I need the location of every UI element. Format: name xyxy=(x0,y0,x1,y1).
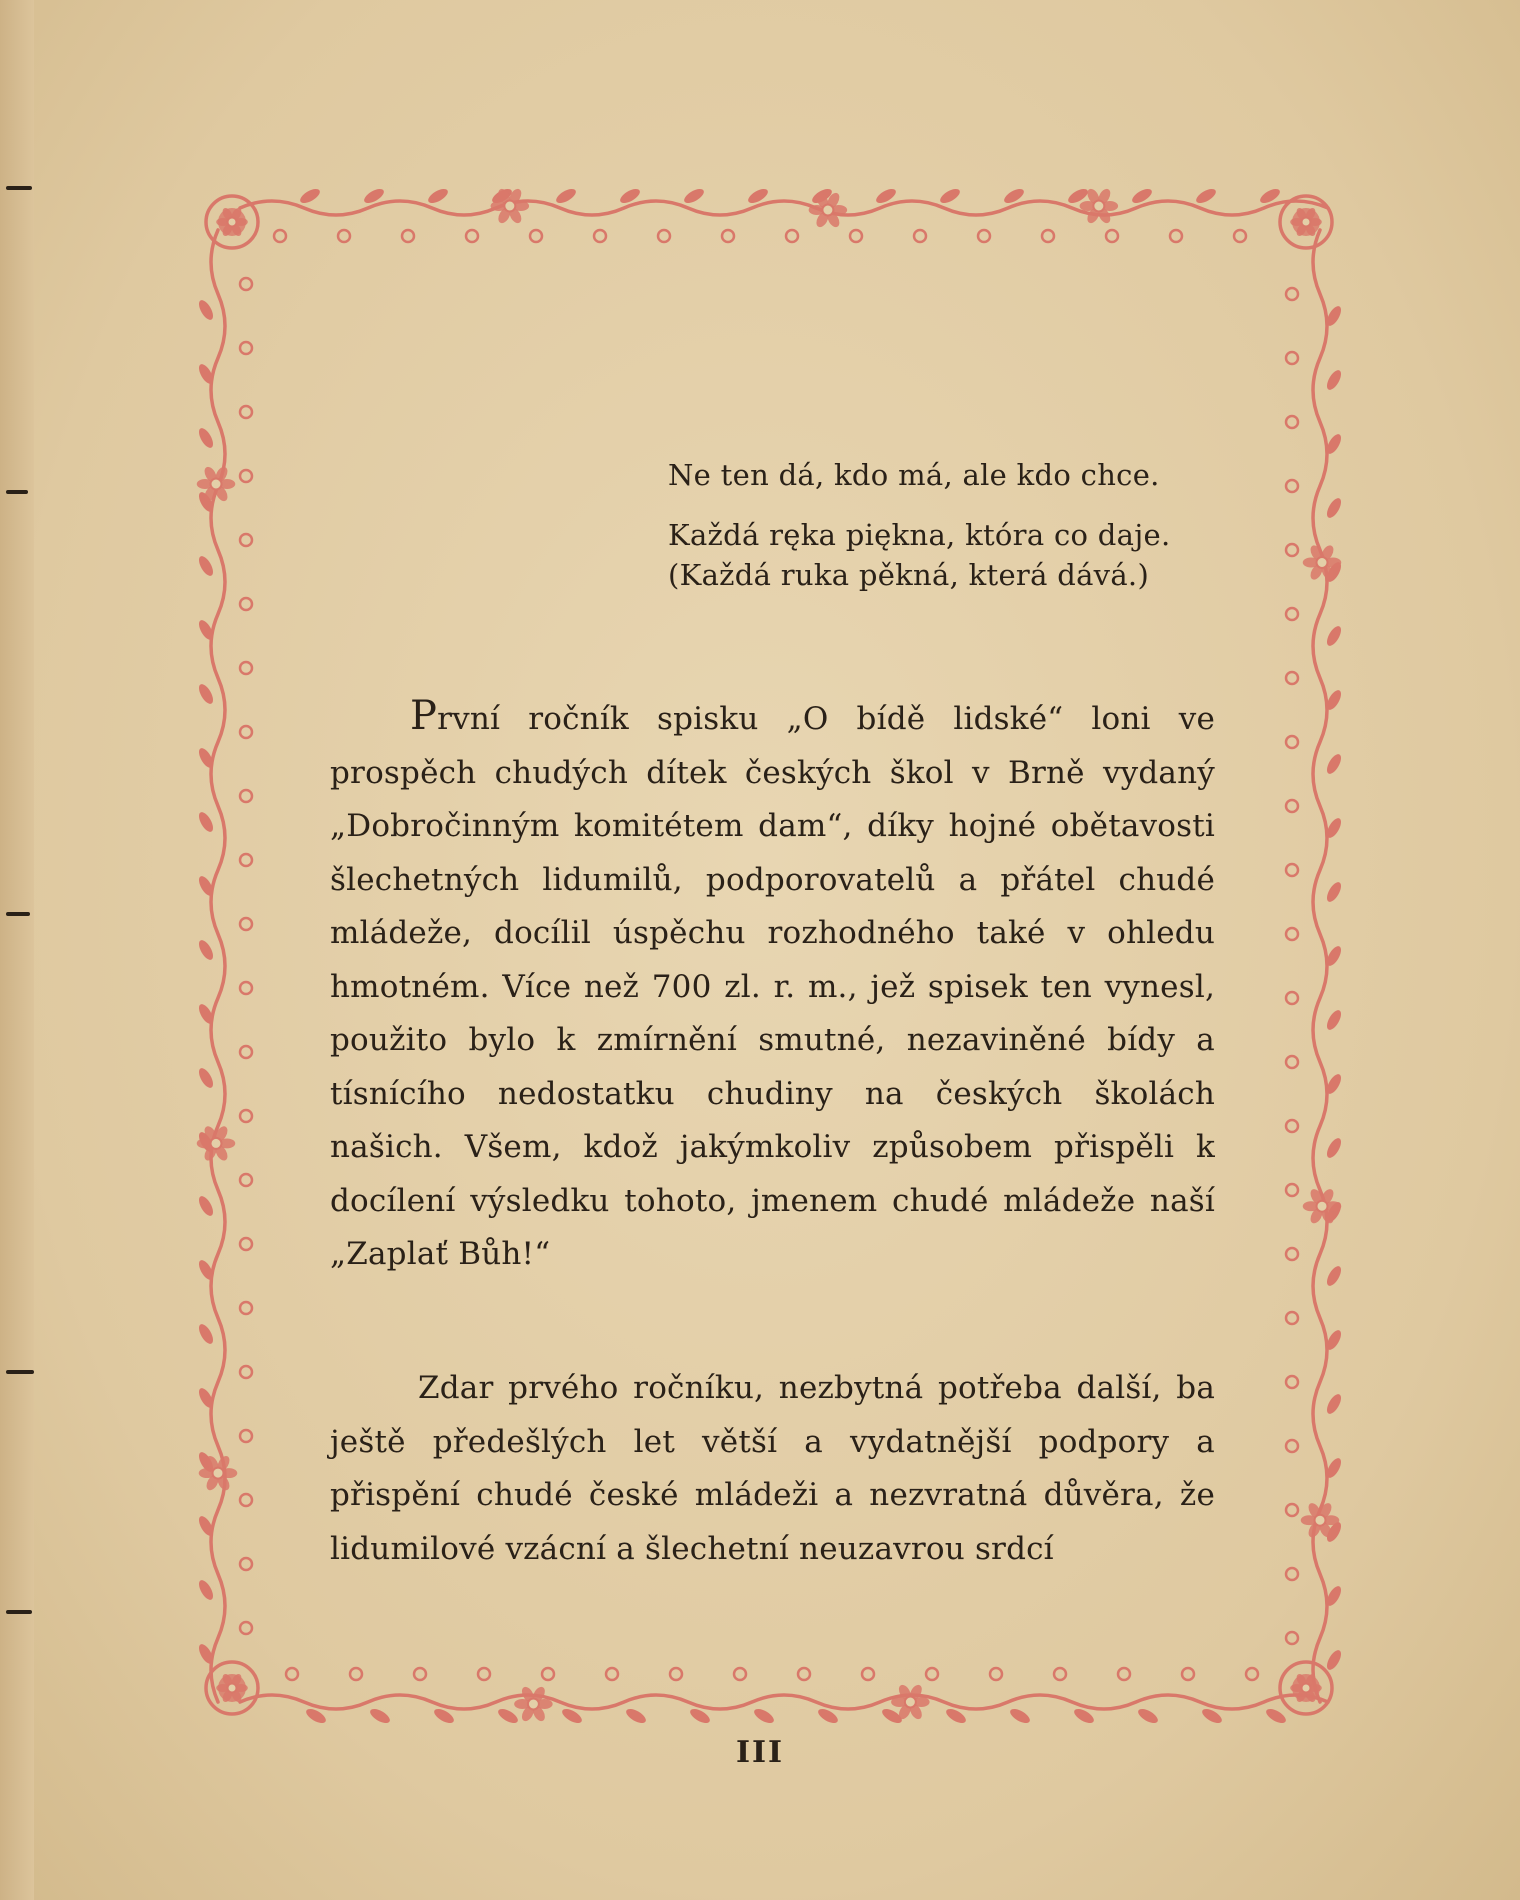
berry-bud xyxy=(240,982,252,994)
vine-stem xyxy=(240,201,1328,215)
berry-bud xyxy=(530,230,542,242)
leaf xyxy=(624,1706,648,1726)
flower-center xyxy=(228,1684,237,1693)
berry-bud xyxy=(1286,992,1298,1004)
berry-bud xyxy=(402,230,414,242)
leaf xyxy=(1194,186,1218,206)
berry-bud xyxy=(240,278,252,290)
leaf xyxy=(426,186,450,206)
leaf xyxy=(1136,1706,1160,1726)
leaf xyxy=(1324,880,1344,904)
berry-bud xyxy=(240,470,252,482)
vine-stem xyxy=(240,1695,1328,1709)
berry-bud xyxy=(240,854,252,866)
berry-bud xyxy=(240,342,252,354)
berry-bud xyxy=(1286,1632,1298,1644)
berry-bud xyxy=(240,1302,252,1314)
motto-line: (Každá ruka pěkná, která dává.) xyxy=(668,558,1150,592)
flower-center xyxy=(1302,218,1311,227)
berry-bud xyxy=(1286,544,1298,556)
berry-bud xyxy=(914,230,926,242)
flower-center xyxy=(504,201,515,212)
flower-center xyxy=(211,479,222,490)
berry-bud xyxy=(658,230,670,242)
berry-bud xyxy=(350,1668,362,1680)
berry-bud xyxy=(1042,230,1054,242)
berry-bud xyxy=(594,230,606,242)
berry-bud xyxy=(240,1622,252,1634)
leaf xyxy=(1324,496,1344,520)
berry-bud xyxy=(1286,608,1298,620)
berry-bud xyxy=(240,1238,252,1250)
berry-bud xyxy=(240,406,252,418)
berry-bud xyxy=(240,918,252,930)
motto-line: Každá ręka piękna, która co daje. xyxy=(668,518,1171,552)
flower-center xyxy=(528,1699,539,1710)
berry-bud xyxy=(414,1668,426,1680)
binding-mark xyxy=(6,1610,32,1614)
berry-bud xyxy=(1170,230,1182,242)
motto-line: Ne ten dá, kdo má, ale kdo chce. xyxy=(668,458,1160,492)
berry-bud xyxy=(1286,352,1298,364)
berry-bud xyxy=(466,230,478,242)
leaf xyxy=(1324,624,1344,648)
berry-bud xyxy=(606,1668,618,1680)
binding-mark xyxy=(6,1370,34,1374)
berry-bud xyxy=(240,534,252,546)
berry-bud xyxy=(240,1558,252,1570)
leaf xyxy=(368,1706,392,1726)
berry-bud xyxy=(240,598,252,610)
leaf xyxy=(196,426,216,450)
berry-bud xyxy=(542,1668,554,1680)
berry-bud xyxy=(1286,1056,1298,1068)
leaf xyxy=(196,810,216,834)
berry-bud xyxy=(1286,1376,1298,1388)
berry-bud xyxy=(240,1494,252,1506)
leaf xyxy=(196,1322,216,1346)
leaf xyxy=(938,186,962,206)
berry-bud xyxy=(1286,1248,1298,1260)
berry-bud xyxy=(286,1668,298,1680)
paragraph-initial-letter: P xyxy=(410,693,438,739)
leaf xyxy=(1324,752,1344,776)
leaf xyxy=(196,1194,216,1218)
flower-center xyxy=(1302,1684,1311,1693)
leaf xyxy=(196,1578,216,1602)
berry-bud xyxy=(240,1110,252,1122)
berry-bud xyxy=(670,1668,682,1680)
leaf xyxy=(1264,1706,1288,1726)
berry-bud xyxy=(1286,928,1298,940)
flower-center xyxy=(213,1468,224,1479)
binding-edge xyxy=(0,0,34,1900)
berry-bud xyxy=(862,1668,874,1680)
flower-center xyxy=(1317,557,1328,568)
berry-bud xyxy=(338,230,350,242)
berry-bud xyxy=(1246,1668,1258,1680)
berry-bud xyxy=(240,726,252,738)
flower-center xyxy=(1315,1515,1326,1526)
page-number: III xyxy=(735,1735,785,1770)
leaf xyxy=(752,1706,776,1726)
berry-bud xyxy=(1286,800,1298,812)
leaf xyxy=(1324,1136,1344,1160)
berry-bud xyxy=(240,1174,252,1186)
leaf xyxy=(196,682,216,706)
berry-bud xyxy=(1286,480,1298,492)
berry-bud xyxy=(1286,864,1298,876)
berry-bud xyxy=(1106,230,1118,242)
flower-center xyxy=(1093,201,1104,212)
leaf xyxy=(554,186,578,206)
berry-bud xyxy=(274,230,286,242)
berry-bud xyxy=(1118,1668,1130,1680)
flower-center xyxy=(822,205,833,216)
leaf xyxy=(196,1066,216,1090)
berry-bud xyxy=(1286,1568,1298,1580)
berry-bud xyxy=(1286,1120,1298,1132)
berry-bud xyxy=(240,1046,252,1058)
berry-bud xyxy=(850,230,862,242)
berry-bud xyxy=(990,1668,1002,1680)
berry-bud xyxy=(978,230,990,242)
berry-bud xyxy=(798,1668,810,1680)
flower-center xyxy=(905,1697,916,1708)
leaf xyxy=(1324,368,1344,392)
leaf xyxy=(298,186,322,206)
leaf xyxy=(1324,1264,1344,1288)
berry-bud xyxy=(240,790,252,802)
berry-bud xyxy=(1286,288,1298,300)
leaf xyxy=(1324,1008,1344,1032)
berry-bud xyxy=(1054,1668,1066,1680)
binding-mark xyxy=(6,490,28,494)
leaf xyxy=(1008,1706,1032,1726)
berry-bud xyxy=(1286,1440,1298,1452)
berry-bud xyxy=(786,230,798,242)
berry-bud xyxy=(734,1668,746,1680)
berry-bud xyxy=(1286,672,1298,684)
berry-bud xyxy=(1182,1668,1194,1680)
berry-bud xyxy=(1286,1312,1298,1324)
leaf xyxy=(196,298,216,322)
paragraph-second: Zdar prvého ročníku, nezbytná potřeba další, ba ještě předešlých let větší a vydatnější podpory a přispění chudé české mládeži a nezvratná důvěra, že lidumilové vzácní a šlechetní neuzavrou srdcí xyxy=(330,1370,1215,1567)
leaf xyxy=(682,186,706,206)
berry-bud xyxy=(926,1668,938,1680)
leaf xyxy=(196,938,216,962)
berry-bud xyxy=(1286,416,1298,428)
berry-bud xyxy=(240,662,252,674)
berry-bud xyxy=(722,230,734,242)
flower-center xyxy=(228,218,237,227)
flower-center xyxy=(211,1138,222,1149)
berry-bud xyxy=(1286,736,1298,748)
binding-mark xyxy=(6,186,32,190)
leaf xyxy=(196,554,216,578)
paragraph-first xyxy=(330,690,1215,1282)
leaf xyxy=(1324,1392,1344,1416)
vine-stem xyxy=(1313,230,1327,1702)
paragraph-text: rvní ročník spisku „O bídě lidské“ loni ve prospěch chudých dítek českých škol v Brně vydaný „Dobročinným komitétem dam“, díky hojné obětavosti šlechetných lidumilů, podporovatelů a přátel chudé mládeže, docílil úspěchu rozhodného také v ohledu hmotném. Více než 700 zl. r. m., jež spisek ten vynesl, použito bylo k zmírnění smutné, nezaviněné bídy a tísnícího nedostatku chudiny na českých školách našich. Všem, kdož jakýmkoliv způsobem přispěli k docílení výsledku tohoto, jmenem chudé mládeže naší „Zaplať Bůh!“ xyxy=(330,701,1215,1272)
flower-center xyxy=(1317,1201,1328,1212)
binding-mark xyxy=(6,912,30,916)
berry-bud xyxy=(1234,230,1246,242)
motto-epigraph xyxy=(668,455,1228,595)
berry-bud xyxy=(240,1430,252,1442)
berry-bud xyxy=(1286,1184,1298,1196)
leaf xyxy=(496,1706,520,1726)
berry-bud xyxy=(478,1668,490,1680)
leaf xyxy=(1324,1648,1344,1672)
berry-bud xyxy=(1286,1504,1298,1516)
berry-bud xyxy=(240,1366,252,1378)
